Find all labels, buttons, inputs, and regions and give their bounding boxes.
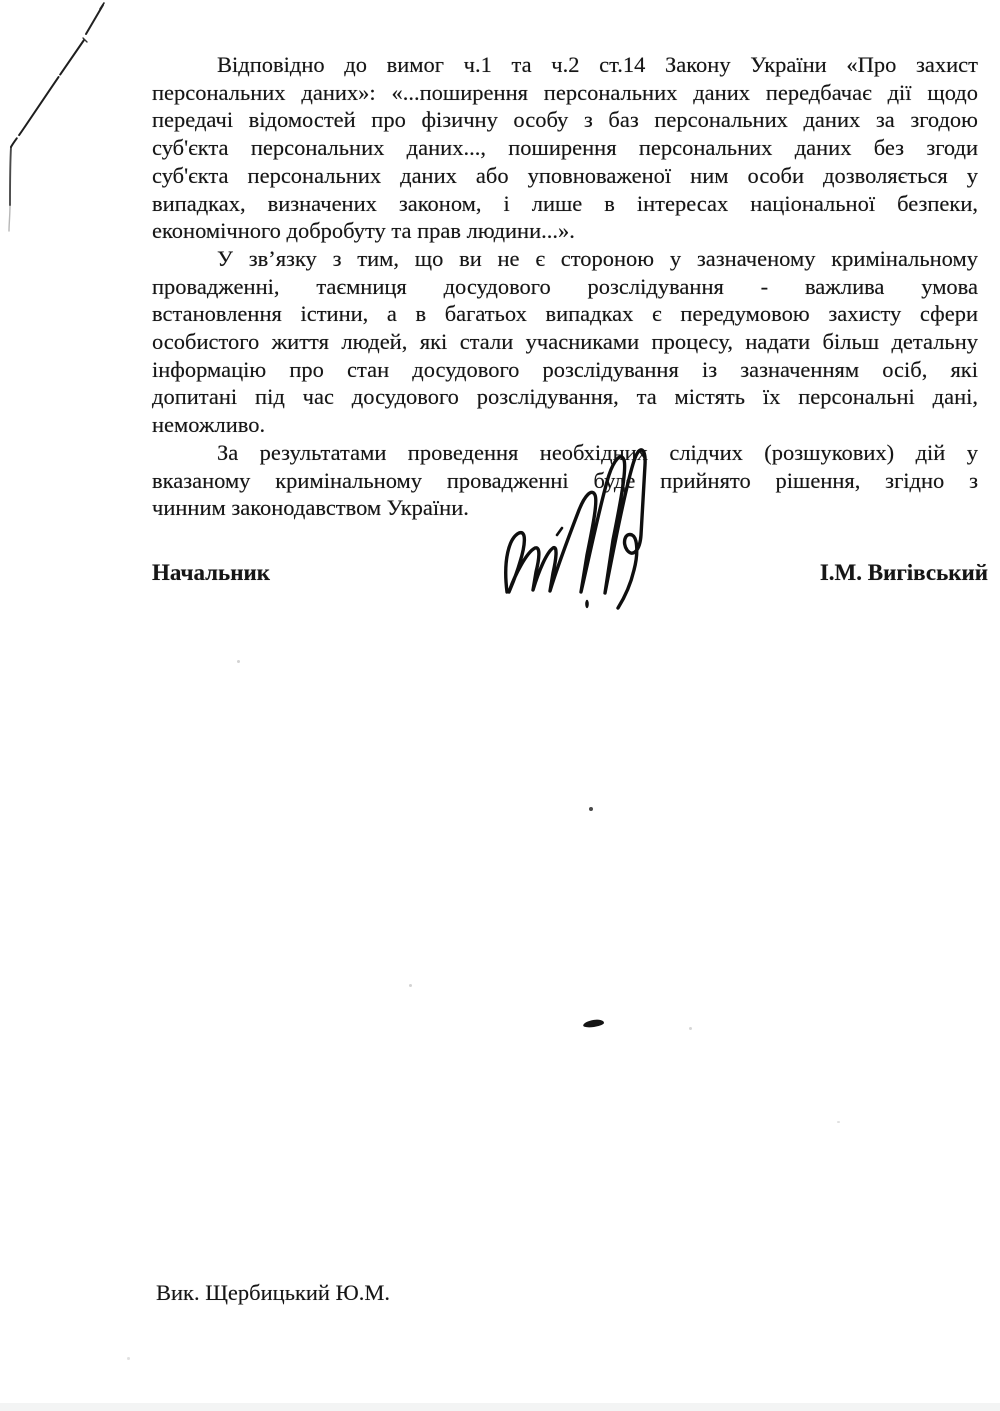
paragraph-2 (152, 245, 978, 439)
scan-speck (409, 984, 412, 987)
text-line: чинним законодавством України. (152, 495, 469, 521)
text-line: суб'єкта персональних даних або уповноваженої ним особи дозволяється у (152, 162, 978, 188)
text-line: вказаному кримінальному провадженні буде прийнято рішення, згідно з (152, 467, 978, 493)
scan-speck (689, 1027, 692, 1030)
text-line: Відповідно до вимог ч.1 та ч.2 ст.14 Закону України «Про захист (217, 52, 978, 77)
handwritten-signature-scribble (495, 440, 660, 615)
text-line: За результатами проведення необхідних слідчих (розшукових) дій у (217, 439, 978, 465)
text-line: випадках, визначених законом, і лише в інтересах національної безпеки, (152, 190, 978, 216)
signatory-position-title: Начальник (152, 560, 270, 585)
scan-speck (589, 807, 593, 811)
text-line: передачі відомостей про фізичну особу з баз персональних даних за згодою (152, 107, 978, 133)
ink-smudge (583, 1019, 605, 1029)
text-line: економічного добробуту та прав людини...». (152, 218, 575, 244)
text-line: встановлення істини, а в багатьох випадках є передумовою захисту сфери (152, 301, 978, 327)
text-line: суб'єкта персональних даних..., поширення персональних даних без згоди (152, 135, 978, 161)
paragraph-1 (152, 51, 978, 245)
text-line: У зв’язку з тим, що ви не є стороною у зазначеному кримінальному (217, 245, 978, 271)
scan-speck (837, 1121, 840, 1123)
text-line: особистого життя людей, які стали учасниками процесу, надати більш детальну (152, 329, 978, 355)
text-line: персональних даних»: «...поширення персональних даних передбачає дії щодо (152, 79, 978, 105)
scan-edge-band (0, 1403, 1000, 1411)
signatory-name: І.М. Вигівський (819, 560, 988, 585)
text-line: інформацію про стан досудового розслідування із зазначенням осіб, які (152, 356, 978, 382)
text-line: неможливо. (152, 412, 266, 438)
text-line: допитані під час досудового розслідування, та містять їх персональні дані, (152, 384, 978, 410)
executor-note: Вик. Щербицький Ю.М. (156, 1280, 390, 1305)
scan-speck (127, 1357, 130, 1360)
scan-speck (237, 660, 240, 663)
scan-crease-line (0, 0, 130, 245)
text-line: провадженні, таємниця досудового розслідування - важлива умова (152, 273, 978, 299)
